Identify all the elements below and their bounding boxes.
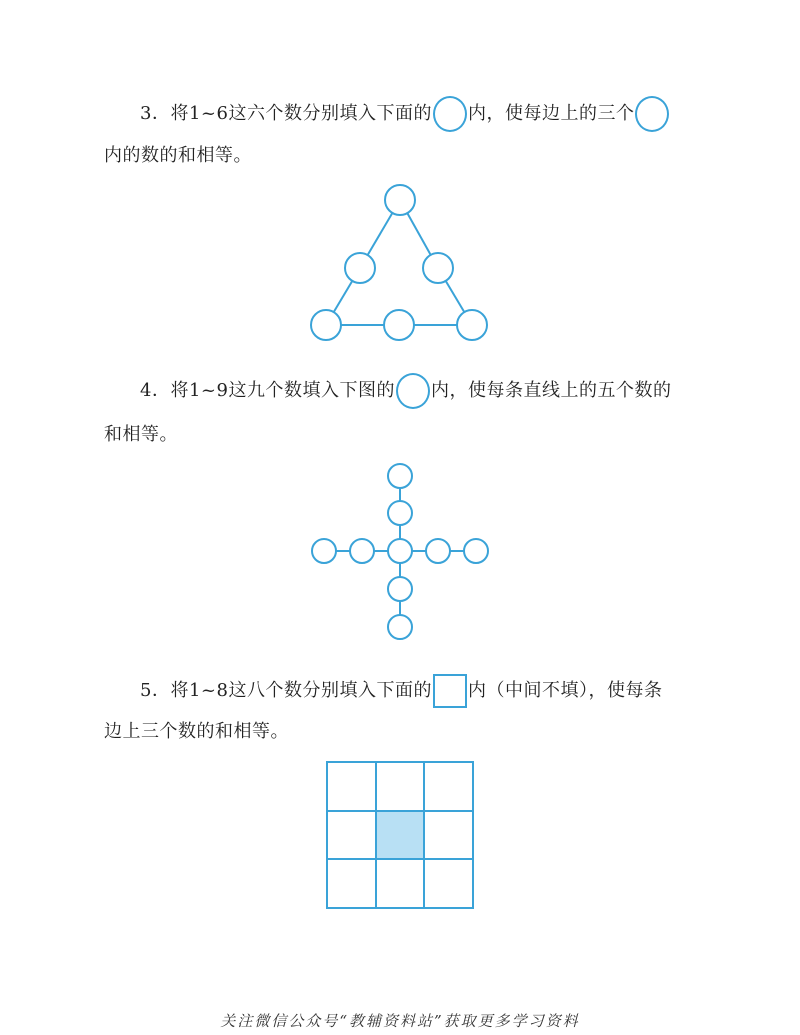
problem-3-text-a: 将1~6这六个数分别填入下面的 xyxy=(170,103,432,124)
blank-circle[interactable] xyxy=(388,539,412,563)
problem-4-text-c: 和相等。 xyxy=(104,424,178,445)
blank-circle[interactable] xyxy=(312,539,336,563)
blank-circle[interactable] xyxy=(426,539,450,563)
blank-circle[interactable] xyxy=(464,539,488,563)
problem-4-text-b: 内，使每条直线上的五个数的 xyxy=(430,380,672,401)
problem-5-text-a: 将1~8这八个数分别填入下面的 xyxy=(170,680,432,701)
triangle-figure xyxy=(311,185,487,340)
blank-circle[interactable] xyxy=(345,253,375,283)
problem-4-text-a: 将1~9这九个数填入下图的 xyxy=(170,380,395,401)
blank-circle[interactable] xyxy=(388,615,412,639)
footer-note: 关注微信公众号“教辅资料站”获取更多学习资料 xyxy=(220,1012,580,1030)
cross-figure xyxy=(312,464,488,639)
blank-circle[interactable] xyxy=(384,310,414,340)
problem-5-number: 5． xyxy=(140,680,171,701)
blank-circle[interactable] xyxy=(388,577,412,601)
blank-circle[interactable] xyxy=(388,464,412,488)
problem-3-text-b: 内，使每边上的三个 xyxy=(467,103,635,124)
grid-figure xyxy=(327,762,473,908)
problem-3-text-c: 内的数的和相等。 xyxy=(104,145,252,166)
problem-5-text-b: 内（中间不填），使每条 xyxy=(467,680,663,701)
problem-4-number: 4． xyxy=(140,380,171,401)
blank-circle[interactable] xyxy=(385,185,415,215)
blank-circle[interactable] xyxy=(311,310,341,340)
blank-circle[interactable] xyxy=(388,501,412,525)
grid-center-cell xyxy=(376,811,424,859)
blank-circle[interactable] xyxy=(350,539,374,563)
problem-3-number: 3． xyxy=(140,103,171,124)
blank-circle[interactable] xyxy=(423,253,453,283)
problem-5-text-c: 边上三个数的和相等。 xyxy=(104,721,289,742)
blank-circle[interactable] xyxy=(457,310,487,340)
